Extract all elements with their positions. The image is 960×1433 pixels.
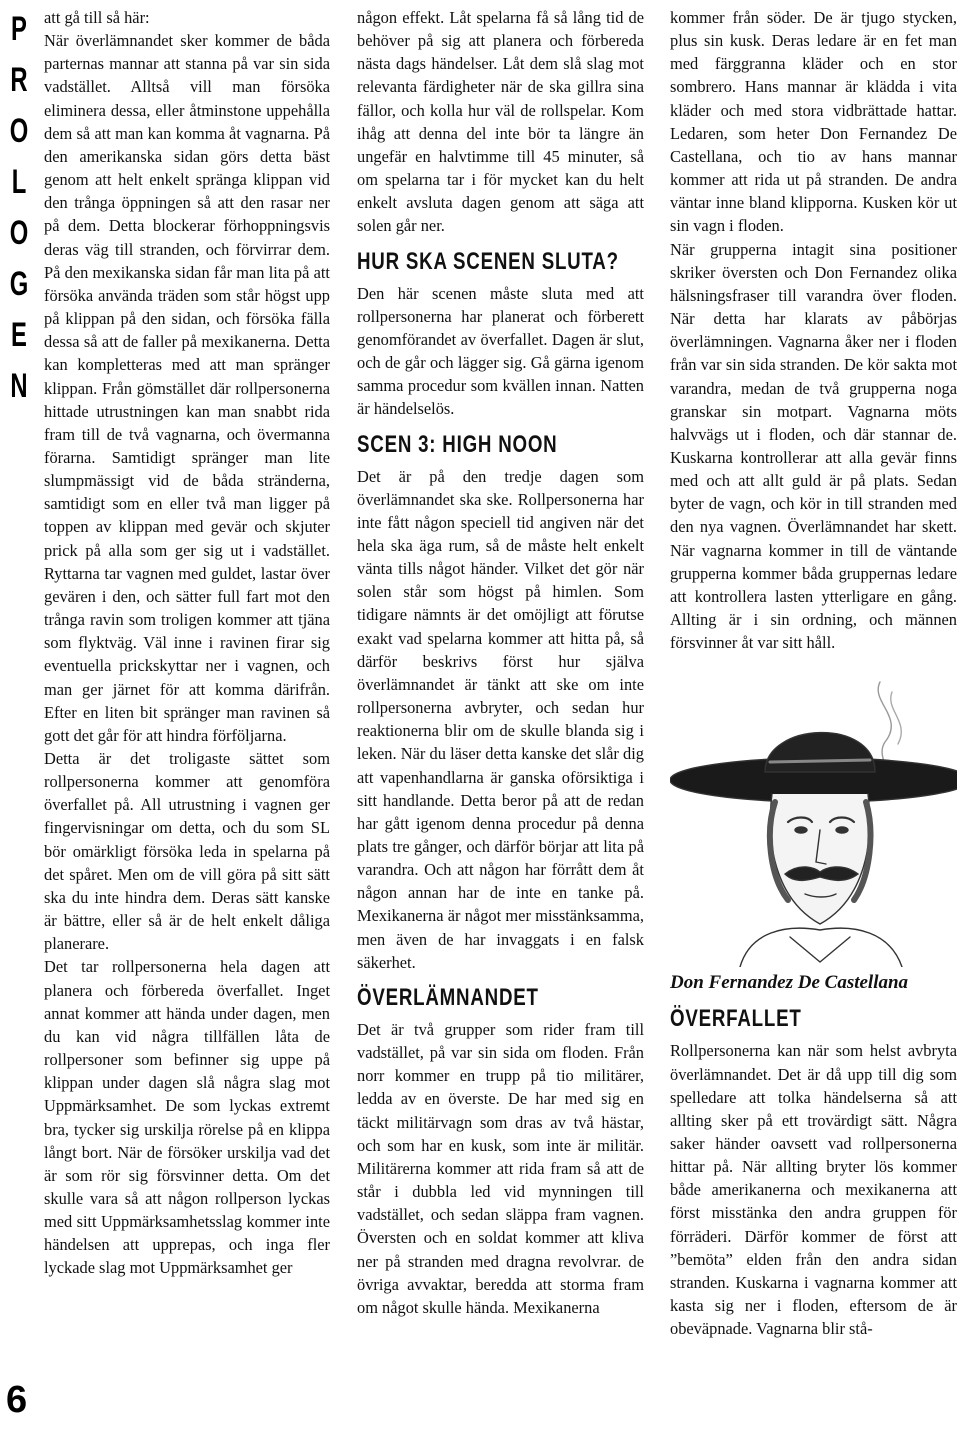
sidebar-letter: O	[9, 112, 29, 150]
paragraph: att gå till så här:	[44, 8, 150, 27]
paragraph: Det är två grupper som rider fram till vadstället, på var sin sida om floden. Från norr kommer en trupp på tio militärer, ledda av en överste. De har med sig en täckt militärvagn som dras av två hästar, och som har en kusk, som inte är militär. Militärerna kommer att rida fram så att de står i dubbla led vid mynningen till vadstället, och sedan släppa fram vagnen. Översten och en soldat kommer att kliva ner på stranden med dragna revolvrar. de övriga avvaktar, beredda att storma fram om något skulle hända. Mexikanerna	[357, 1019, 644, 1317]
section-heading: SCEN 3: HIGH NOON	[357, 430, 558, 458]
sidebar-letter: G	[9, 265, 29, 303]
paragraph: Den här scenen måste sluta med att rollpersonerna har planerat och förberett genomförandet av överfallet. Dagen är slut, och de går och lägger sig. Gå gärna igenom samma procedur som kvällen innan. Natten är händelselös.	[357, 283, 644, 419]
column-2	[357, 6, 644, 1319]
page-number: 6	[6, 1379, 28, 1421]
sidebar-letter: P	[11, 10, 27, 48]
paragraph: Det är på den tredje dagen som överlämnandet ska ske. Rollpersonerna har inte fått någon speciell tid angiven när det hela ska äga rum, så de måste helt enkelt vänta tills något händer. Vilket det gör när solen står som högst på himlen. Som tidigare nämnts är det omöjligt att förutse exakt vad spelarna kommer att hitta på, så därför beskrivs först hur själva överlämnandet är tänkt att ske om inte rollpersonerna avbryter, och sedan hur reaktionerna blir om de skulle blanda sig i leken. När du läser detta kanske det slår dig att vapenhandlarna är ganska oförsiktiga i sitt handlande. Detta beror på att de redan har gått igenom denna procedur på denna plats tre gånger, och därför börjar att lita på varandra. Och att någon har förrått dem åt någon annan har de inte en tanke på. Mexikanerna är något mer misstänksamma, men även de har invaggats i en falsk säkerhet.	[357, 466, 644, 972]
sidebar-letter: N	[10, 367, 28, 405]
paragraph: När grupperna intagit sina positioner skriker översten och Don Fernandez olika hälsningsfraser till varandra över floden. När detta har klarats av påbörjas överlämningen. Vagnarna åker ner i floden från var sin sida stranden. De kör sakta mot varandra, medan de två grupperna noga granskar sin motpart. Vagnarna möts halvvägs ut i floden, och där stannar de. Kuskarna kontrollerar att alla gevär finns med och att allt guld är på plats. Sedan byter de vagn, och kör in till stranden med den nya vagnen. Överlämnandet har skett. När vagnarna kommer in till de väntande grupperna kommer båda gruppernas ledare att kontrollera lasten ytterligare en gång. Allting är i sin ordning, och männen försvinner åt var sitt håll.	[670, 239, 957, 653]
sidebar-letter: R	[10, 61, 28, 99]
column-1	[44, 6, 330, 1280]
paragraph: Rollpersonerna kan när som helst avbryta överlämnandet. Det är då upp till dig som spelledare att tolka händelserna så att allting sker på ett trovärdigt sätt. Några saker händer oavsett vad rollpersonerna hittar på. När allting bryter lös kommer både amerikanerna och mexikanerna att först misstänka den andra gruppen för förräderi. Därför kommer de först att ”bemöta” elden från den andra sidan stranden. Kuskarna i vagnarna kommer att kasta sig ner i floden, eftersom de är obeväpnade. Vagnarna blir stå-	[670, 1041, 957, 1339]
sidebar	[0, 0, 38, 1433]
portrait-illustration	[670, 662, 957, 967]
sidebar-letter: O	[9, 214, 29, 252]
paragraph: Det tar rollpersonerna hela dagen att planera och förbereda överfallet. Inget annat kommer att hända under dagen, men du kan vid några tillfällen låta de rollpersoner som befinner sig uppe på klippan under dagen slå några slag mot Uppmärksamhet. De som lyckas extremt bra, tycker sig urskilja rörelse på en klippa långt bort. När de försöker urskilja vad det är som rör sig försvinner detta. Om det skulle vara så att någon rollperson lyckas med sitt Uppmärksamhetsslag kommer inte händelsen att upprepas, och inga fler lyckade slag mot Uppmärksamhet ger	[44, 957, 330, 1278]
paragraph: Detta är det troligaste sättet som rollpersonerna kommer att genomföra överfallet på. All utrustning i vagnen ger fingervisningar om detta, och du som SL bör omärkligt försöka leda in spelarna på det spåret. Men om de vill göra på sitt sätt ska du inte hindra dem. Deras sätt kanske är bättre, eller så är de helt enkelt dåliga planerare.	[44, 749, 330, 954]
paragraph: kommer från söder. De är tjugo stycken, plus sin kusk. Deras ledare är en fet man med färggranna kläder och en stor sombrero. Hans mannar är klädda i vita kläder och med stora vidbrättade hattar. Ledaren, som heter Don Fernandez De Castellana, och tio av hans mannar kommer att rida ut på stranden. De andra väntar inne bland klipporna. Kusken kör ut sin vagn i floden.	[670, 8, 957, 236]
section-heading: ÖVERFALLET	[670, 1005, 802, 1033]
paragraph: När överlämnandet sker kommer de båda parternas mannar att stanna på var sin sida vadstället. Alltså vill man försöka eliminera dessa, eller åtminstone uppehålla dem så att man kan komma åt vagnarna. På den amerikanska sidan görs detta bäst genom att helt enkelt spränga klippan vid den trånga öppningen så att den rasar ner på dem. Detta blockerar förhoppningsvis deras väg till stranden, och förvirrar dem. På den mexikanska sidan får man lita på att försöka använda träden som står högst upp på klippan på den sidan, och försöka fälla dessa så att de faller på mexikanerna. Detta kan kompletteras med att man spränger klippan. Från gömstället där rollpersonerna hittade utrustningen kan man snabbt rida fram till de två vagnarna, och övermanna förarna. Samtidigt spränger man lite slumpmässigt vid de båda stränderna, samtidigt som en eller två man ligger på toppen av klippan med gevär och skjuter prick på alla som ger sig ut i vadstället. Ryttarna tar vagnen med guldet, lastar över gevären i den, och sätter full fart mot den trånga ravin som troligen kommer att tjäna som flyktväg. Väl inne i ravinen firar sig eventuella prickskyttar ner i vagnen, och man ger järnet för att komma därifrån. Efter en liten bit spränger man ravinen så gott det går för att hindra förföljarna.	[44, 31, 330, 745]
paragraph: någon effekt. Låt spelarna få så lång tid de behöver på sig att planera och förbereda nästa dags händelser. Låt dem slå slag mot relevanta färdigheter när de ska gillra sina fällor, och kolla hur väl de rollspelar. Kom ihåg att denna del inte bör ta längre än ungefär en halvtimme till 45 minuter, så om spelarna tar i för mycket kan du helt enkelt avsluta dagen genom att säga att solen går ner.	[357, 8, 644, 236]
column-3	[670, 6, 957, 1340]
section-heading: ÖVERLÄMNANDET	[357, 983, 539, 1011]
section-title-vertical	[4, 4, 34, 412]
section-heading: HUR SKA SCENEN SLUTA?	[357, 247, 619, 275]
portrait-caption: Don Fernandez De Castellana	[670, 972, 909, 994]
sidebar-letter: E	[11, 316, 27, 354]
sidebar-letter: L	[11, 163, 27, 201]
